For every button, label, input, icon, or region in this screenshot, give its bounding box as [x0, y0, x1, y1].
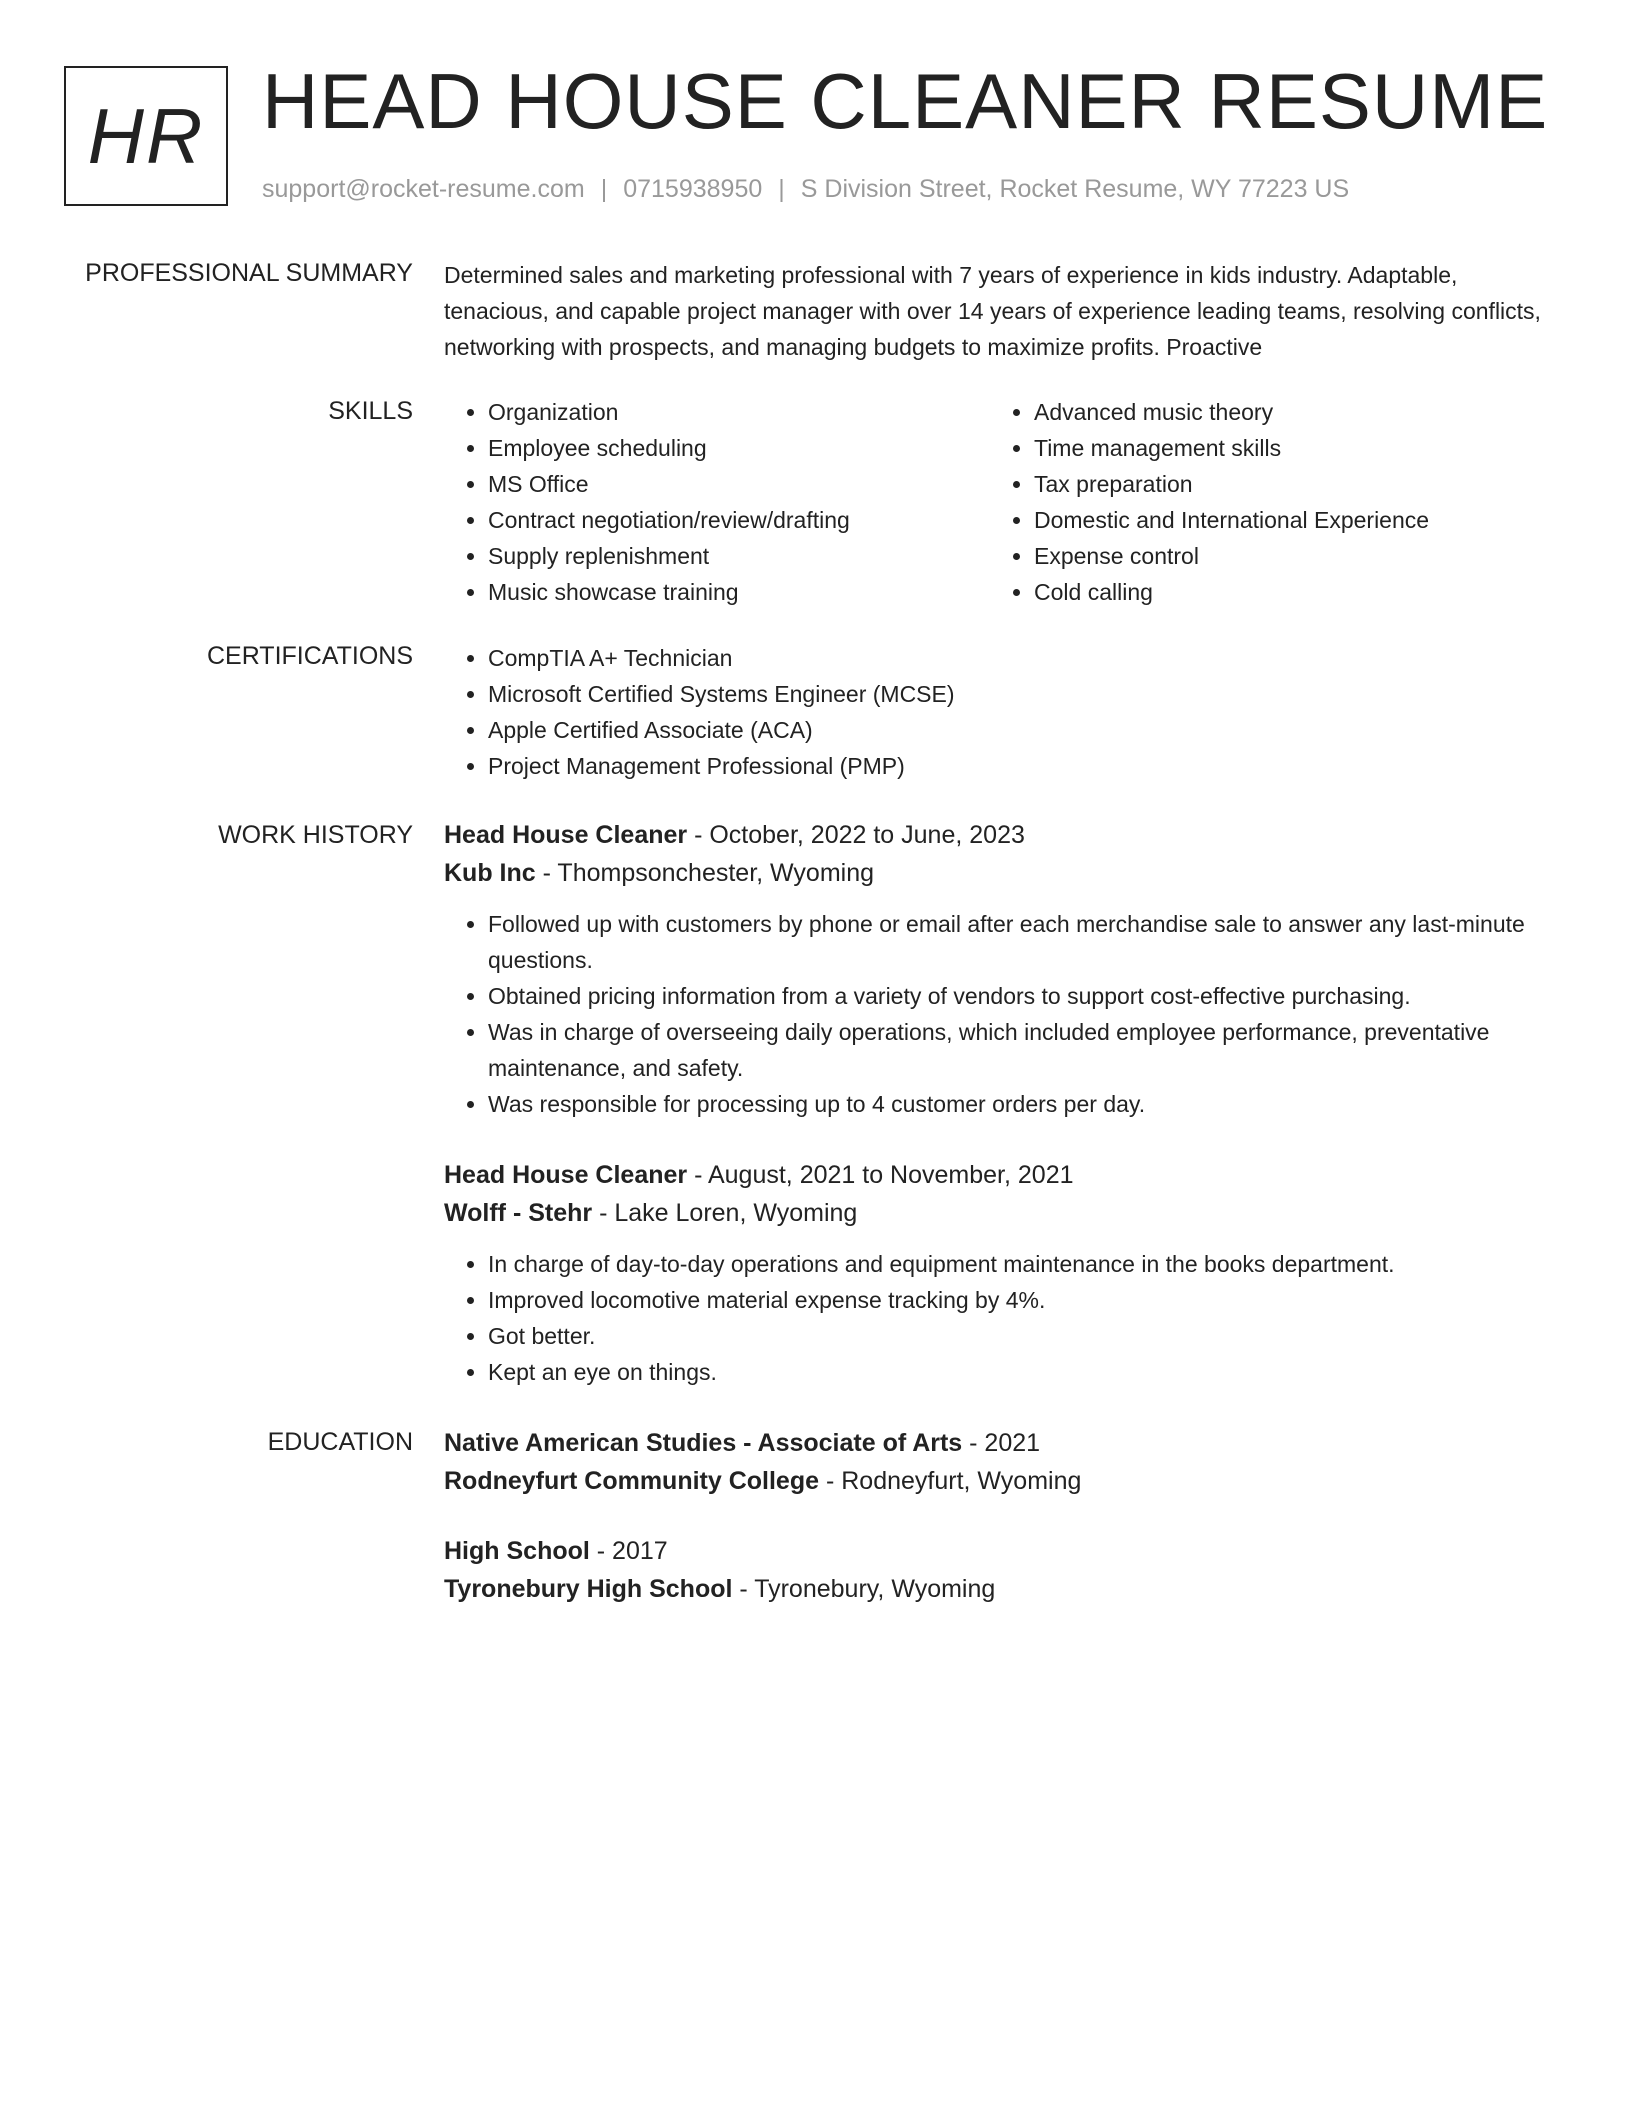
section-label-summary: PROFESSIONAL SUMMARY — [85, 259, 413, 287]
job-title-line — [444, 1156, 1544, 1194]
certification-item: • Project Management Professional (PMP) — [488, 748, 1544, 784]
contact-line — [262, 174, 1349, 204]
job-bullets — [444, 1246, 1544, 1390]
contact-phone[interactable]: 0715938950 — [623, 175, 763, 203]
skills-section — [444, 394, 1544, 614]
contact-email[interactable]: support@rocket-resume.com — [262, 175, 585, 203]
skill-item: • Advanced music theory — [1034, 394, 1510, 430]
education-location: - Tyronebury, Wyoming — [732, 1575, 996, 1603]
section-label-skills: SKILLS — [328, 397, 413, 425]
job-entry — [444, 1156, 1544, 1390]
job-bullet: • Was responsible for processing up to 4 customer orders per day. — [488, 1086, 1544, 1122]
contact-separator: | — [600, 175, 608, 203]
skill-item: • Time management skills — [1034, 430, 1510, 466]
monogram-text: HR — [87, 91, 205, 180]
certification-item: • Microsoft Certified Systems Engineer (MCSE) — [488, 676, 1544, 712]
education-degree: Native American Studies - Associate of Arts — [444, 1429, 963, 1457]
job-title: Head House Cleaner — [444, 1161, 688, 1189]
job-company-line — [444, 854, 1544, 892]
education-degree: High School — [444, 1537, 590, 1565]
education-entry — [444, 1532, 1544, 1608]
job-bullet: • Kept an eye on things. — [488, 1354, 1544, 1390]
skill-item: • Cold calling — [1034, 574, 1510, 610]
skill-item: • MS Office — [488, 466, 964, 502]
skill-item: • Expense control — [1034, 538, 1510, 574]
job-dates: - August, 2021 to November, 2021 — [687, 1161, 1074, 1189]
job-company: Kub Inc — [444, 859, 536, 887]
job-dates: - October, 2022 to June, 2023 — [687, 821, 1025, 849]
summary-text: Determined sales and marketing professional with 7 years of experience in kids industry. Adaptable, tenacious, and capable project manager with over 14 years of experience leading teams, resolving conflicts, networking with prospects, and managing budgets to maximize profits. Proactive — [444, 262, 1541, 360]
education-degree-line — [444, 1424, 1544, 1462]
education-degree-line — [444, 1532, 1544, 1570]
contact-separator: | — [778, 175, 785, 203]
skill-item: • Supply replenishment — [488, 538, 964, 574]
job-location: - Thompsonchester, Wyoming — [535, 859, 875, 887]
work-history-section — [444, 816, 1544, 1390]
contact-address: S Division Street, Rocket Resume, WY 77223 US — [800, 175, 1350, 203]
job-bullets — [444, 906, 1544, 1122]
skill-item: • Organization — [488, 394, 964, 430]
certification-item: • CompTIA A+ Technician — [488, 640, 1544, 676]
skill-item: • Domestic and International Experience — [1034, 502, 1510, 538]
skill-item: • Contract negotiation/review/drafting — [488, 502, 964, 538]
monogram-logo — [64, 66, 228, 206]
section-label-work-history: WORK HISTORY — [218, 821, 413, 849]
job-title: Head House Cleaner — [444, 821, 688, 849]
job-title-line — [444, 816, 1544, 854]
certifications-section — [444, 640, 1544, 784]
section-label-certifications: CERTIFICATIONS — [206, 642, 413, 670]
job-company-line — [444, 1194, 1544, 1232]
job-bullet: • Followed up with customers by phone or email after each merchandise sale to answer any last-minute questions. — [488, 906, 1544, 978]
education-location: - Rodneyfurt, Wyoming — [819, 1467, 1082, 1495]
skills-column-right — [990, 394, 1510, 610]
job-bullet: • Obtained pricing information from a variety of vendors to support cost-effective purchasing. — [488, 978, 1544, 1014]
job-bullet: • Improved locomotive material expense tracking by 4%. — [488, 1282, 1544, 1318]
education-school-line — [444, 1462, 1544, 1500]
section-label-education: EDUCATION — [267, 1428, 413, 1456]
job-bullet: • Was in charge of overseeing daily operations, which included employee performance, preventative maintenance, and safety. — [488, 1014, 1544, 1086]
job-bullet: • Got better. — [488, 1318, 1544, 1354]
job-company: Wolff - Stehr — [444, 1199, 593, 1227]
skills-list-right — [990, 394, 1510, 610]
skills-column-left — [444, 394, 964, 610]
certifications-list — [444, 640, 1544, 784]
education-section — [444, 1424, 1544, 1608]
education-school-line — [444, 1570, 1544, 1608]
skill-item: • Music showcase training — [488, 574, 964, 610]
skill-item: • Employee scheduling — [488, 430, 964, 466]
job-bullet: • In charge of day-to-day operations and equipment maintenance in the books department. — [488, 1246, 1544, 1282]
education-school: Tyronebury High School — [444, 1575, 733, 1603]
resume-title: HEAD HOUSE CLEANER RESUME — [262, 57, 1549, 145]
skills-list-left — [444, 394, 964, 610]
education-school: Rodneyfurt Community College — [444, 1467, 820, 1495]
education-entry — [444, 1424, 1544, 1500]
education-year: - 2017 — [589, 1537, 668, 1565]
education-year: - 2021 — [962, 1429, 1041, 1457]
certification-item: • Apple Certified Associate (ACA) — [488, 712, 1544, 748]
skill-item: • Tax preparation — [1034, 466, 1510, 502]
job-location: - Lake Loren, Wyoming — [592, 1199, 858, 1227]
job-entry — [444, 816, 1544, 1122]
